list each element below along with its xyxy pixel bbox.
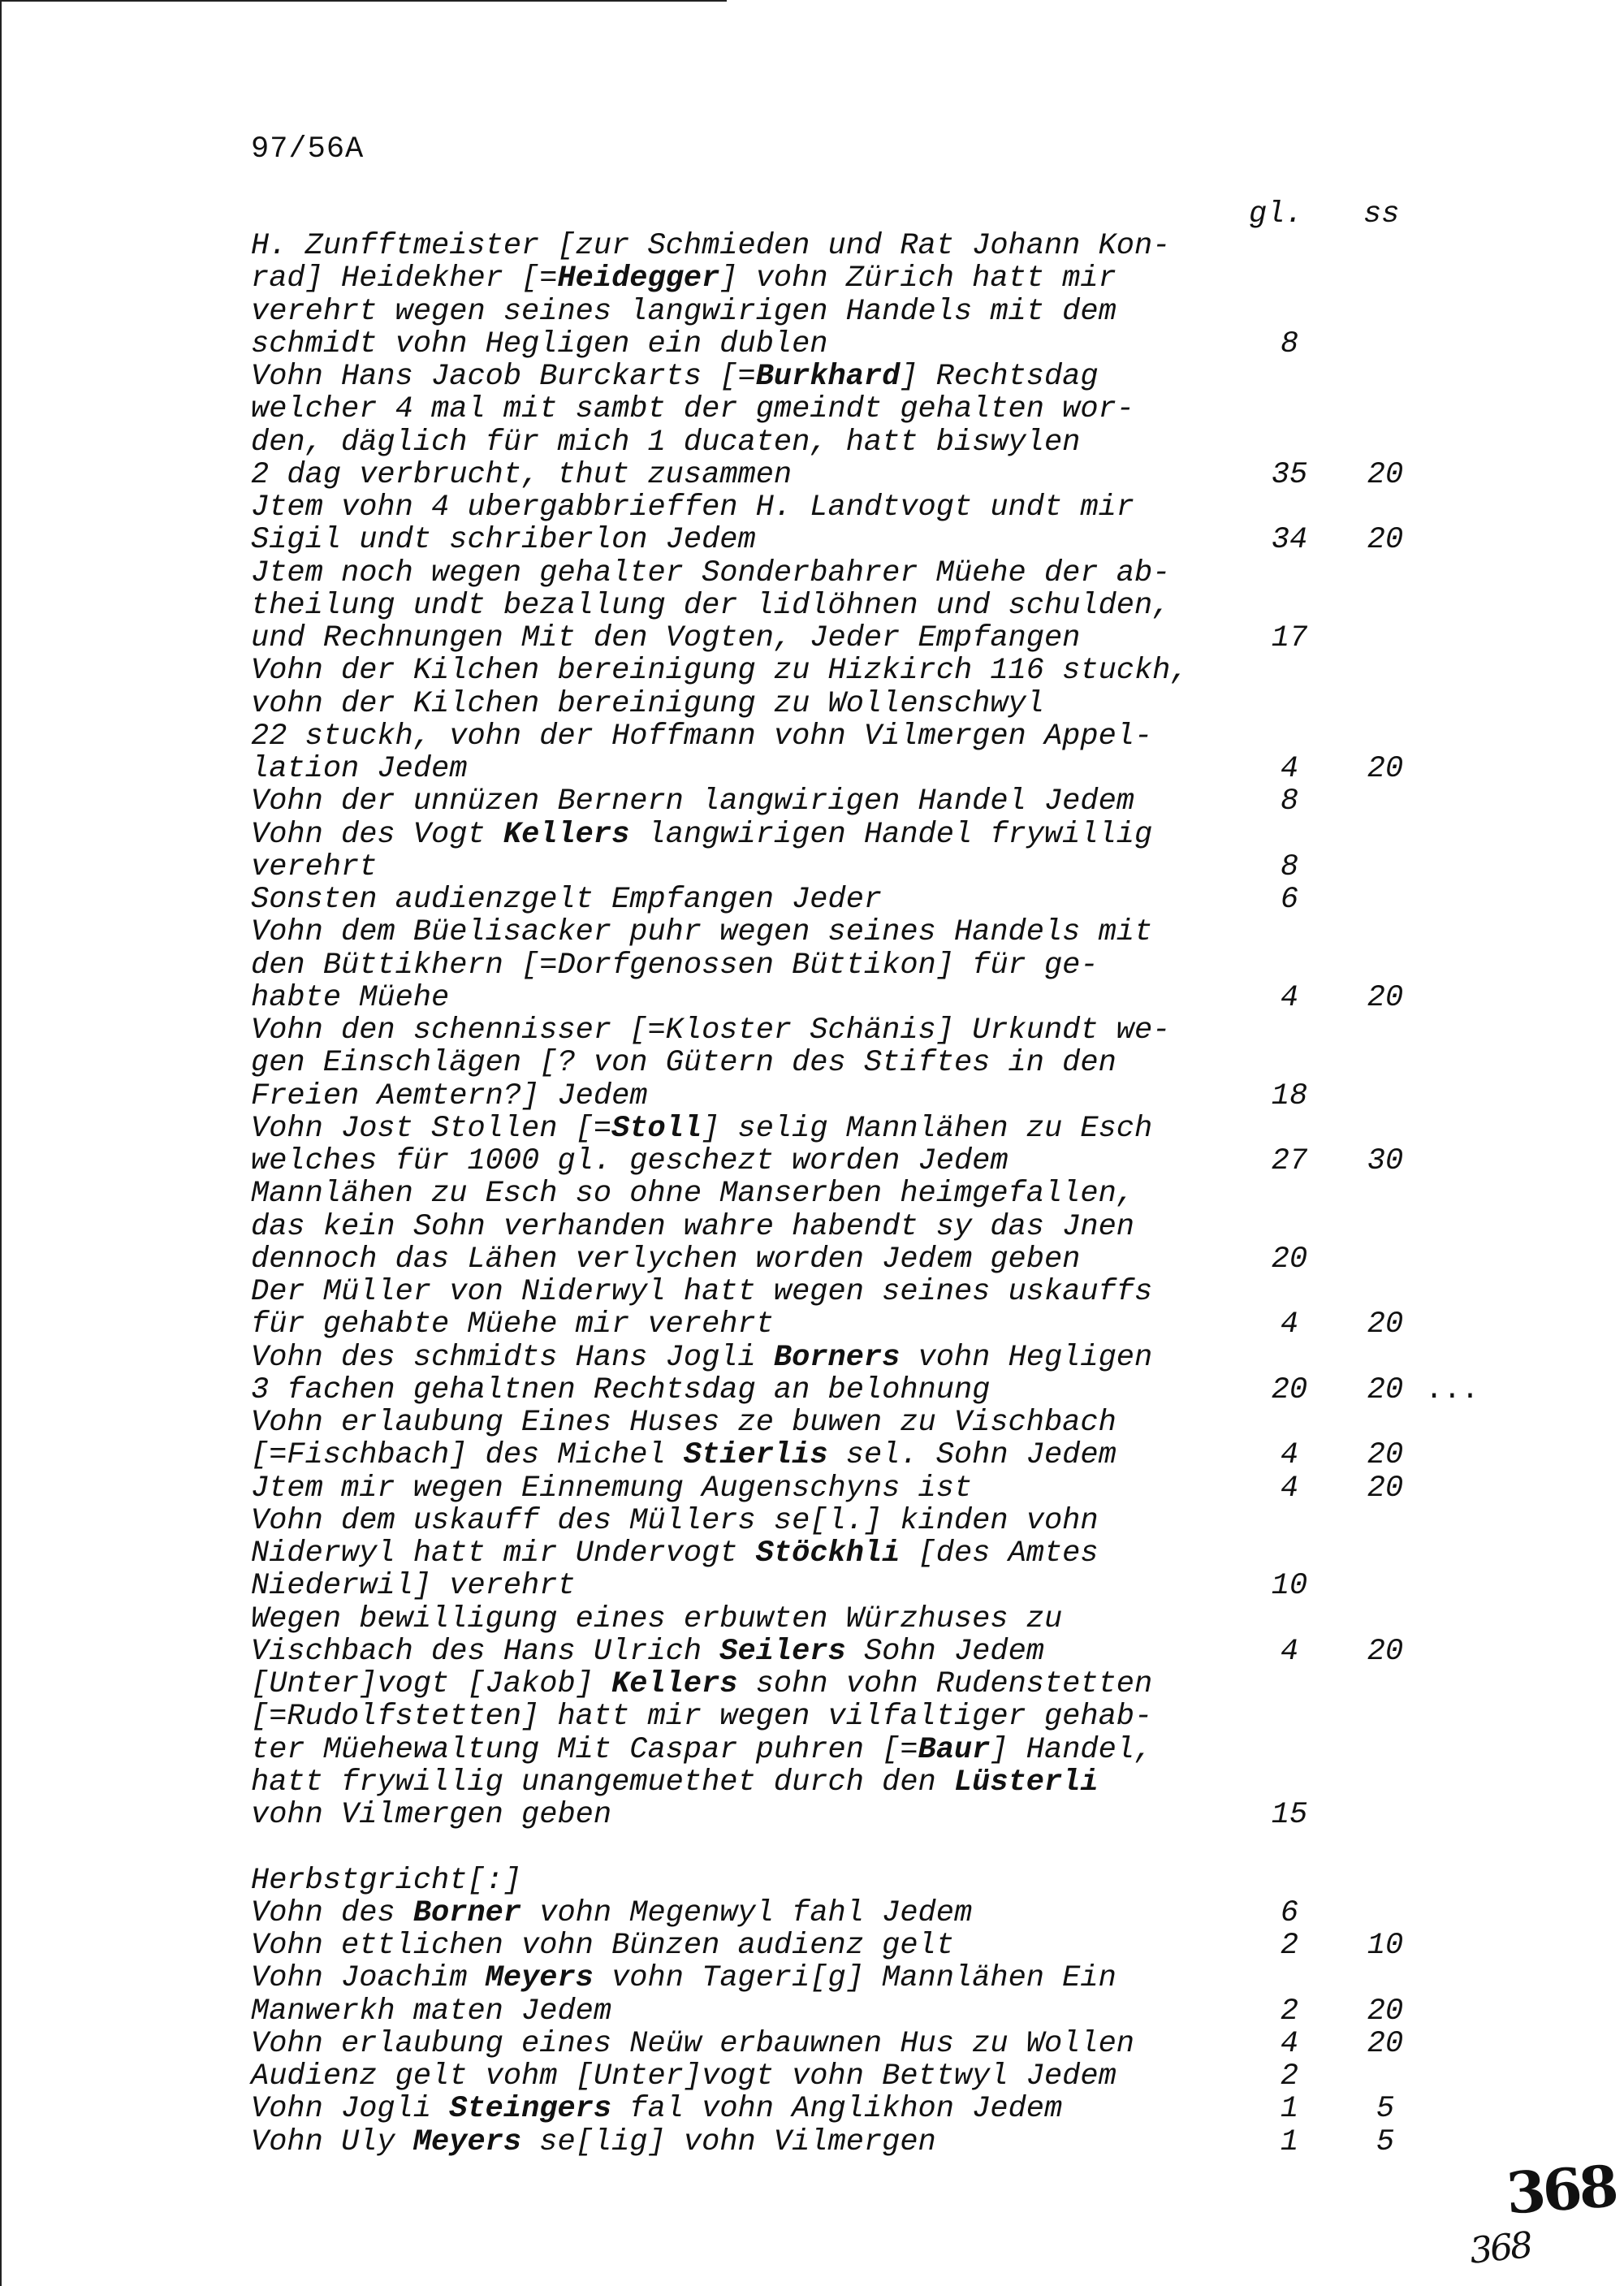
ledger-row bbox=[0, 557, 1592, 590]
ledger-row bbox=[0, 426, 1592, 459]
amount-gulden: 4 bbox=[1280, 1307, 1299, 1342]
ledger-row bbox=[0, 2126, 1592, 2159]
column-header-schilling: ss bbox=[1363, 197, 1400, 231]
ledger-row bbox=[0, 1831, 1592, 1864]
entry-text: welches für 1000 gl. geschezt worden Jedem bbox=[251, 1144, 1009, 1178]
entry-text: Vohn Jogli Steingers fal vohn Anglikhon Jedem bbox=[251, 2092, 1063, 2127]
entry-text: vohn Vilmergen geben bbox=[251, 1798, 612, 1832]
entry-text: Audienz gelt vohm [Unter]vogt vohn Bettwyl Jedem bbox=[251, 2059, 1116, 2094]
ledger-row bbox=[0, 785, 1592, 818]
amount-schilling: 10 bbox=[1367, 1929, 1404, 1963]
ledger-row bbox=[0, 1603, 1592, 1636]
ledger-row bbox=[0, 1407, 1592, 1439]
amount-gulden: 4 bbox=[1280, 1471, 1299, 1506]
amount-schilling: 20 bbox=[1367, 980, 1404, 1015]
amount-gulden: 4 bbox=[1280, 1438, 1299, 1473]
ledger-row bbox=[0, 1374, 1592, 1407]
ledger-row bbox=[0, 1439, 1592, 1471]
ledger-row bbox=[0, 1636, 1592, 1668]
ledger-row bbox=[0, 262, 1592, 295]
entry-text: Vohn erlaubung Eines Huses ze buwen zu Vischbach bbox=[251, 1406, 1116, 1440]
ledger-row bbox=[0, 296, 1592, 328]
ledger-row bbox=[0, 328, 1592, 361]
entry-text: vohn der Kilchen bereinigung zu Wollenschwyl bbox=[251, 686, 1044, 721]
entry-text: habte Müehe bbox=[251, 980, 450, 1015]
entry-text: lation Jedem bbox=[251, 752, 468, 786]
bold-surname: Burkhard bbox=[755, 360, 901, 394]
bold-surname: Meyers bbox=[485, 1961, 594, 1996]
ledger-row bbox=[0, 1799, 1592, 1831]
ledger-row bbox=[0, 916, 1592, 949]
page-number-stamp: 368 bbox=[1504, 2152, 1618, 2228]
entry-text: Niederwil] verehrt bbox=[251, 1569, 576, 1604]
bold-surname: Stierlis bbox=[683, 1438, 828, 1473]
ledger-row bbox=[0, 1700, 1592, 1733]
ledger-row bbox=[0, 753, 1592, 785]
entry-text: Vohn des Vogt Kellers langwirigen Handel frywillig bbox=[251, 817, 1153, 852]
ledger-row bbox=[0, 459, 1592, 491]
bold-surname: Borners bbox=[773, 1340, 901, 1375]
entry-text: Vischbach des Hans Ulrich Seilers Sohn Jedem bbox=[251, 1634, 1044, 1669]
ledger-row bbox=[0, 1178, 1592, 1210]
amount-schilling: 20 bbox=[1367, 523, 1404, 558]
amount-schilling: 20 bbox=[1367, 1307, 1404, 1342]
entry-text: Vohn den schennisser [=Kloster Schänis] Urkundt we- bbox=[251, 1013, 1171, 1048]
amount-schilling: 20 bbox=[1367, 2026, 1404, 2061]
ledger-row bbox=[0, 1668, 1592, 1700]
amount-schilling: 20 bbox=[1367, 1372, 1404, 1407]
ledger-row bbox=[0, 590, 1592, 622]
ledger-row bbox=[0, 1766, 1592, 1799]
ledger-row bbox=[0, 1570, 1592, 1602]
bold-surname: Stöckhli bbox=[755, 1536, 901, 1571]
ledger-row bbox=[0, 1308, 1592, 1341]
entry-text: Wegen bewilligung eines erbuwten Würzhuses zu bbox=[251, 1601, 1063, 1636]
amount-schilling: 20 bbox=[1367, 1994, 1404, 2029]
ledger-row bbox=[0, 1211, 1592, 1243]
amount-gulden: 2 bbox=[1280, 2059, 1299, 2094]
entry-text: Vohn des Borner vohn Megenwyl fahl Jedem bbox=[251, 1895, 973, 1930]
entry-text: rad] Heidekher [=Heidegger] vohn Zürich hatt mir bbox=[251, 261, 1116, 296]
bold-surname: Borner bbox=[412, 1895, 522, 1930]
entry-text: Vohn dem uskauff des Müllers se[l.] kinden vohn bbox=[251, 1503, 1099, 1538]
entry-text: Vohn erlaubung eines Neüw erbauwnen Hus zu Wollen bbox=[251, 2026, 1134, 2061]
amount-schilling: 20 bbox=[1367, 752, 1404, 786]
ledger-row bbox=[0, 949, 1592, 982]
entry-text: und Rechnungen Mit den Vogten, Jeder Empfangen bbox=[251, 621, 1081, 655]
entry-text: gen Einschlägen [? von Gütern des Stiftes in den bbox=[251, 1046, 1116, 1081]
amount-gulden: 4 bbox=[1280, 980, 1299, 1015]
entry-text: Freien Aemtern?] Jedem bbox=[251, 1078, 648, 1113]
amount-gulden: 6 bbox=[1280, 883, 1299, 917]
amount-gulden: 27 bbox=[1271, 1144, 1308, 1178]
ledger-row bbox=[0, 1537, 1592, 1570]
amount-schilling: 20 bbox=[1367, 1634, 1404, 1669]
bold-surname: Lüsterli bbox=[953, 1765, 1099, 1800]
entry-text: hatt frywillig unangemuethet durch den Lüsterli bbox=[251, 1765, 1099, 1800]
page-number-handwritten: 368 bbox=[1467, 2224, 1533, 2272]
entry-text: Vohn ettlichen vohn Bünzen audienz gelt bbox=[251, 1929, 954, 1963]
ledger-row bbox=[0, 1929, 1592, 1962]
ledger-row bbox=[0, 1276, 1592, 1308]
entry-text: den, däglich für mich 1 ducaten, hatt biswylen bbox=[251, 425, 1081, 460]
scan-border-top bbox=[0, 0, 727, 2]
entry-text: das kein Sohn verhanden wahre habendt sy das Jnen bbox=[251, 1209, 1134, 1244]
column-header-gulden: gl. bbox=[1249, 197, 1303, 231]
entry-text: Jtem mir wegen Einnemung Augenschyns ist bbox=[251, 1471, 973, 1506]
ledger-row bbox=[0, 361, 1592, 393]
entry-text: ter Müehewaltung Mit Caspar puhren [=Baur] Handel, bbox=[251, 1732, 1153, 1767]
amount-gulden: 20 bbox=[1271, 1242, 1308, 1277]
ledger-row bbox=[0, 2093, 1592, 2125]
amount-schilling: 20 bbox=[1367, 1438, 1404, 1473]
entry-text: dennoch das Lähen verlychen worden Jedem geben bbox=[251, 1242, 1081, 1277]
entry-text: Jtem vohn 4 ubergabbrieffen H. Landtvogt undt mir bbox=[251, 490, 1134, 525]
entry-text: welcher 4 mal mit sambt der gmeindt gehalten wor- bbox=[251, 392, 1134, 427]
entry-text: Mannlähen zu Esch so ohne Manserben heimgefallen, bbox=[251, 1177, 1134, 1212]
ledger-row bbox=[0, 1047, 1592, 1079]
ledger-row bbox=[0, 1113, 1592, 1145]
entry-text: Vohn der Kilchen bereinigung zu Hizkirch 116 stuckh, bbox=[251, 654, 1189, 689]
entry-text: für gehabte Müehe mir verehrt bbox=[251, 1307, 774, 1342]
entry-text: den Büttikhern [=Dorfgenossen Büttikon] für ge- bbox=[251, 948, 1099, 983]
ledger-row bbox=[0, 1243, 1592, 1276]
bold-surname: Steingers bbox=[449, 2092, 612, 2127]
entry-text: Niderwyl hatt mir Undervogt Stöckhli [des Amtes bbox=[251, 1536, 1099, 1571]
entry-text: 3 fachen gehaltnen Rechtsdag an belohnung bbox=[251, 1372, 991, 1407]
amount-schilling: 5 bbox=[1376, 2092, 1395, 2127]
amount-gulden: 10 bbox=[1271, 1569, 1308, 1604]
amount-gulden: 4 bbox=[1280, 1634, 1299, 1669]
document-id: 97/56A bbox=[251, 132, 365, 166]
ledger-row bbox=[0, 2060, 1592, 2093]
amount-gulden: 2 bbox=[1280, 1929, 1299, 1963]
ledger-row bbox=[0, 524, 1592, 556]
entry-text: Vohn Joachim Meyers vohn Tageri[g] Mannlähen Ein bbox=[251, 1961, 1116, 1996]
entry-text: verehrt wegen seines langwirigen Handels mit dem bbox=[251, 294, 1116, 329]
entry-text: Vohn des schmidts Hans Jogli Borners vohn Hegligen bbox=[251, 1340, 1153, 1375]
amount-gulden: 20 bbox=[1271, 1372, 1308, 1407]
amount-schilling: 30 bbox=[1367, 1144, 1404, 1178]
amount-gulden: 18 bbox=[1271, 1078, 1308, 1113]
amount-gulden: 4 bbox=[1280, 2026, 1299, 2061]
entry-text: theilung undt bezallung der lidlöhnen und schulden, bbox=[251, 588, 1171, 623]
amount-gulden: 17 bbox=[1271, 621, 1308, 655]
ledger-row bbox=[0, 622, 1592, 655]
ledger-row bbox=[0, 1080, 1592, 1113]
entry-text: Sigil undt schriberlon Jedem bbox=[251, 523, 756, 558]
amount-gulden: 8 bbox=[1280, 326, 1299, 361]
entry-text: Vohn der unnüzen Bernern langwirigen Handel Jedem bbox=[251, 784, 1134, 819]
entry-text: Vohn Uly Meyers se[lig] vohn Vilmergen bbox=[251, 2124, 936, 2159]
bold-surname: Stoll bbox=[611, 1111, 702, 1146]
ledger-row bbox=[0, 1342, 1592, 1374]
ledger-row bbox=[0, 1962, 1592, 1994]
ledger-row bbox=[0, 982, 1592, 1014]
entry-text: [=Fischbach] des Michel Stierlis sel. Sohn Jedem bbox=[251, 1438, 1116, 1473]
entry-text: schmidt vohn Hegligen ein dublen bbox=[251, 326, 828, 361]
ledger-row bbox=[0, 720, 1592, 753]
amount-schilling: 20 bbox=[1367, 1471, 1404, 1506]
continuation-mark: ... bbox=[1425, 1372, 1479, 1407]
bold-surname: Meyers bbox=[412, 2124, 522, 2159]
entry-text: [=Rudolfstetten] hatt mir wegen vilfaltiger gehab- bbox=[251, 1700, 1153, 1735]
amount-gulden: 8 bbox=[1280, 784, 1299, 819]
ledger-row bbox=[0, 1734, 1592, 1766]
entry-text: [Unter]vogt [Jakob] Kellers sohn vohn Rudenstetten bbox=[251, 1667, 1153, 1701]
bold-surname: Baur bbox=[918, 1732, 991, 1767]
entry-text: Der Müller von Niderwyl hatt wegen seines uskauffs bbox=[251, 1275, 1153, 1309]
entry-text: Herbstgricht[:] bbox=[251, 1863, 522, 1898]
entry-text: Manwerkh maten Jedem bbox=[251, 1994, 612, 2029]
ledger-row bbox=[0, 1145, 1592, 1178]
entry-text: verehrt bbox=[251, 849, 378, 884]
bold-surname: Seilers bbox=[719, 1634, 846, 1669]
ledger-row bbox=[0, 491, 1592, 524]
ledger-row bbox=[0, 1014, 1592, 1047]
entry-text: 22 stuckh, vohn der Hoffmann vohn Vilmergen Appel- bbox=[251, 719, 1153, 754]
entry-text: H. Zunfftmeister [zur Schmieden und Rat Johann Kon- bbox=[251, 229, 1171, 263]
entry-text: Jtem noch wegen gehalter Sonderbahrer Müehe der ab- bbox=[251, 555, 1171, 590]
ledger-row bbox=[0, 1505, 1592, 1537]
bold-surname: Heidegger bbox=[557, 261, 720, 296]
amount-gulden: 34 bbox=[1271, 523, 1308, 558]
entry-text: Vohn Jost Stollen [=Stoll] selig Mannlähen zu Esch bbox=[251, 1111, 1153, 1146]
ledger-row bbox=[0, 655, 1592, 687]
amount-gulden: 1 bbox=[1280, 2124, 1299, 2159]
bold-surname: Kellers bbox=[611, 1667, 738, 1701]
entry-text: Vohn Hans Jacob Burckarts [=Burkhard] Rechtsdag bbox=[251, 360, 1099, 394]
ledger-row bbox=[0, 1472, 1592, 1505]
ledger-row bbox=[0, 2028, 1592, 2060]
ledger-row bbox=[0, 819, 1592, 851]
amount-gulden: 2 bbox=[1280, 1994, 1299, 2029]
amount-gulden: 15 bbox=[1271, 1798, 1308, 1832]
ledger-row bbox=[0, 393, 1592, 426]
entry-text: Sonsten audienzgelt Empfangen Jeder bbox=[251, 883, 883, 917]
amount-schilling: 20 bbox=[1367, 457, 1404, 492]
ledger-row bbox=[0, 1897, 1592, 1929]
amount-gulden: 6 bbox=[1280, 1895, 1299, 1930]
ledger-row bbox=[0, 1995, 1592, 2028]
entry-text: Vohn dem Büelisacker puhr wegen seines Handels mit bbox=[251, 915, 1153, 950]
ledger-row bbox=[0, 688, 1592, 720]
ledger-row bbox=[0, 1865, 1592, 1897]
amount-gulden: 35 bbox=[1271, 457, 1308, 492]
amount-schilling: 5 bbox=[1376, 2124, 1395, 2159]
ledger-row bbox=[0, 851, 1592, 884]
bold-surname: Kellers bbox=[503, 817, 630, 852]
ledger-row bbox=[0, 230, 1592, 262]
amount-gulden: 1 bbox=[1280, 2092, 1299, 2127]
entry-text: 2 dag verbrucht, thut zusammen bbox=[251, 457, 793, 492]
amount-gulden: 4 bbox=[1280, 752, 1299, 786]
amount-gulden: 8 bbox=[1280, 849, 1299, 884]
ledger-row bbox=[0, 884, 1592, 916]
